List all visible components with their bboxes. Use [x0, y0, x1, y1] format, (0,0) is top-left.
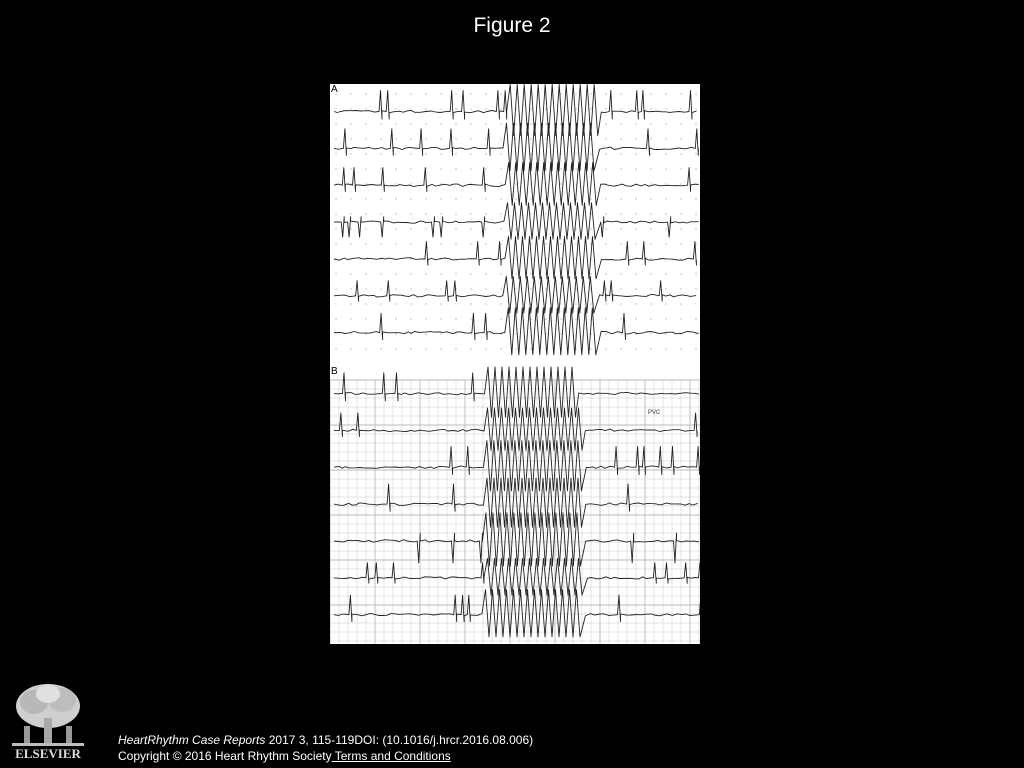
- citation-footer: [118, 732, 533, 764]
- elsevier-logo: [8, 680, 88, 762]
- copyright-text: Copyright © 2016 Heart Rhythm Society: [118, 749, 332, 763]
- citation-line: [118, 732, 533, 748]
- panel-a: [330, 84, 700, 362]
- panel-b-label: B: [331, 366, 338, 377]
- figure-title: Figure 2: [473, 14, 551, 37]
- citation-details: 2017 3, 115-119DOI: (10.1016/j.hrcr.2016.08.006): [265, 733, 534, 747]
- ecg-figure: [330, 84, 700, 644]
- pvc-annotation: PVC: [648, 410, 661, 416]
- ecg-tracing-b: [330, 366, 700, 644]
- terms-link[interactable]: Terms and Conditions: [331, 749, 451, 763]
- svg-text:ELSEVIER: ELSEVIER: [15, 746, 81, 761]
- panel-b: [330, 366, 700, 644]
- panel-a-label: A: [331, 84, 338, 95]
- journal-name: HeartRhythm Case Reports: [118, 733, 266, 747]
- copyright-line: [118, 748, 533, 764]
- ecg-tracing-a: [330, 84, 700, 362]
